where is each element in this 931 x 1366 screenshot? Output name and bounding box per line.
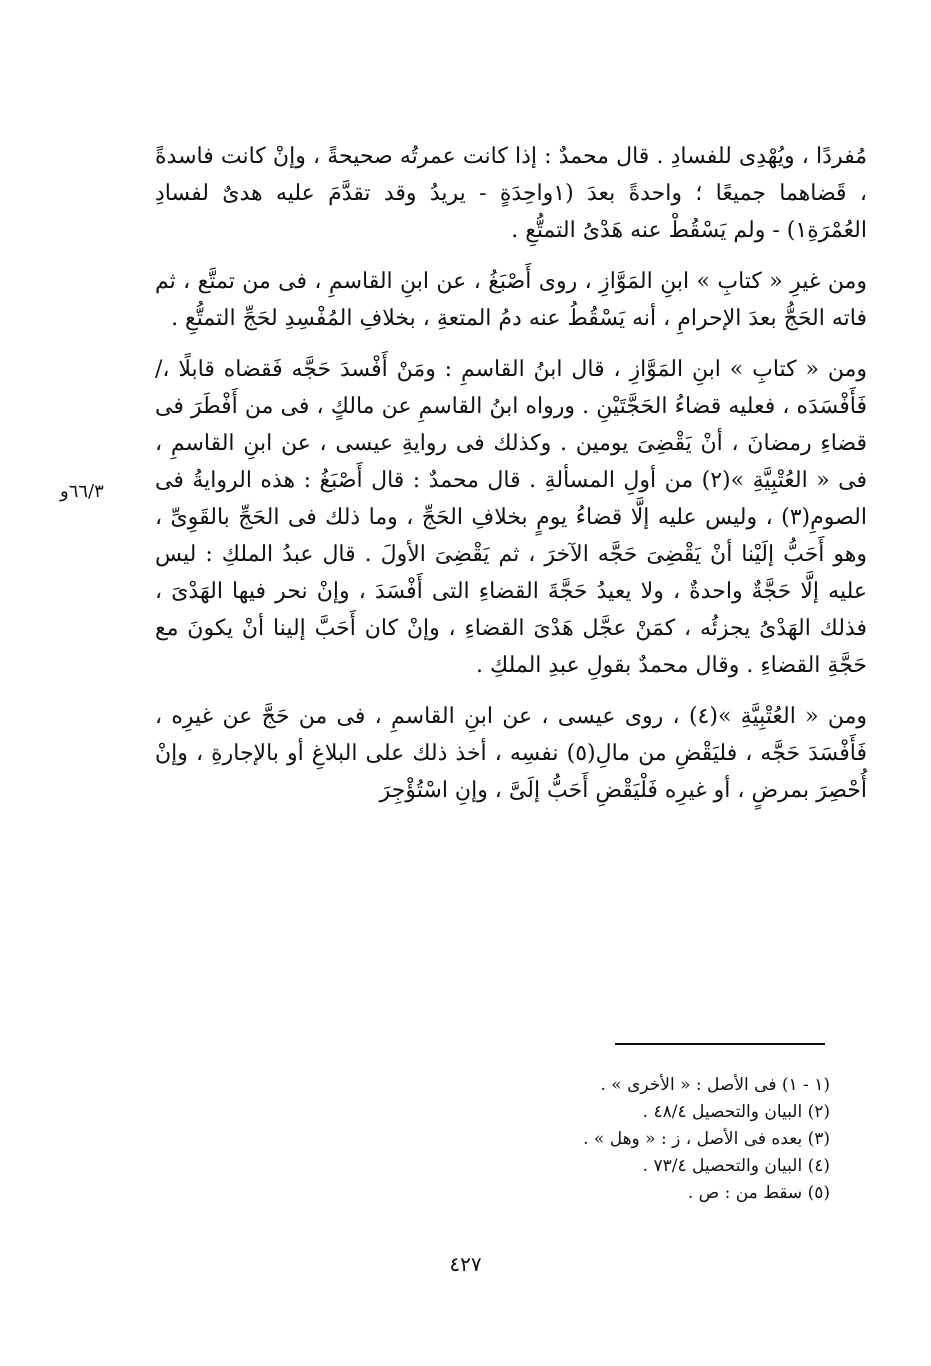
paragraph-4: ومن « العُتْبِيَّةِ »(٤) ، روى عيسى ، عن ابنِ القاسمِ ، فى من حَجَّ عن غيرِه ، فَأَفْسَدَ حَجَّه ، فليَقْضِ من مالِ(٥) نفسِه ، أخذ ذلك على البلاغِ أو بالإجارةِ ، وإنْ أُحْصِرَ بمرضٍ ، أو غيرِه فَلْيَقْضِ أَحَبُّ إلَىَّ ، وإنِ اسْتُؤْجِرَ bbox=[155, 704, 867, 803]
footnote-3: (٣) بعده فى الأصل ، ز : « وهل » . bbox=[583, 1129, 830, 1149]
paragraph-3: ومن « كتابِ » ابنِ المَوَّازِ ، قال ابنُ القاسمِ : ومَنْ أَفْسدَ حَجَّه فَقضاه قابلًا ،/ فَأَفْسَدَه ، فعليه قضاءُ الحَجَّتَيْنِ . ورواه ابنُ القاسمِ عن مالكٍ ، فى من أَفْطَرَ فى قضاءِ رمضانَ ، أنْ يَقْضِىَ يومين . وكذلك فى روايةِ عيسى ، عن ابنِ القاسمِ ، فى « العُتْبِيَّةِ »(٢) من أولِ المسألةِ . قال محمدٌ : قال أَصْبَغُ : هذه الروايةُ فى الصومِ(٣) ، وليس عليه إلَّا قضاءُ يومٍ بخلافِ الحَجِّ ، وما ذلك فى الحَجِّ بالقَوِىِّ ، وهو أَحَبُّ إلَيْنا أنْ يَقْضِىَ حَجَّه الآخرَ ، ثم يَقْضِىَ الأولَ . قال عبدُ الملكِ : ليس عليه إلَّا حَجَّةٌ واحدةٌ ، ولا يعيدُ حَجَّةَ القضاءِ التى أَفْسَدَ ، وإنْ نحر فيها الهَدْىَ ، فذلك الهَدْىُ يجزئُه ، كمَنْ عجَّل هَدْىَ القضاءِ ، وإنْ كان أَحَبَّ إلينا أنْ يكونَ مع حَجَّةِ القضاءِ . وقال محمدٌ بقولِ عبدِ الملكِ . bbox=[155, 357, 867, 678]
paragraph-1: مُفردًا ، ويُهْدِى للفسادِ . قال محمدٌ : إذا كانت عمرتُه صحيحةً ، وإنْ كانت فاسدةً ، قَضاهما جميعًا ؛ واحدةً بعدَ (١واحِدَةٍ - يريدُ وقد تقدَّمَ عليه هدىٌ لفسادِ العُمْرَةِ١) - ولم يَسْقُطْ عنه هَدْىُ التمتُّعِ . bbox=[155, 144, 867, 243]
footnotes bbox=[520, 1072, 830, 1207]
page-number: ٤٢٧ bbox=[449, 1252, 482, 1276]
footnote-5: (٥) سقط من : ص . bbox=[687, 1183, 830, 1203]
main-text bbox=[155, 138, 867, 823]
footnote-4: (٤) البيان والتحصيل ٧٣/٤ . bbox=[642, 1156, 830, 1176]
paragraph-2: ومن غيرِ « كتابِ » ابنِ المَوَّازِ ، روى أَصْبَغُ ، عن ابنِ القاسمِ ، فى من تمتَّع ، ثم فاته الحَجُّ بعدَ الإحرامِ ، أنه يَسْقُطُ عنه دمُ المتعةِ ، بخلافِ المُفْسِدِ لحَجِّ التمتُّعِ . bbox=[155, 269, 867, 331]
footnote-2: (٢) البيان والتحصيل ٤٨/٤ . bbox=[642, 1102, 830, 1122]
manuscript-folio-reference: ٦٦/٣و bbox=[60, 481, 104, 502]
footnote-1: (١ - ١) فى الأصل : « الأخرى » . bbox=[600, 1075, 830, 1095]
footnote-divider bbox=[615, 1043, 825, 1045]
